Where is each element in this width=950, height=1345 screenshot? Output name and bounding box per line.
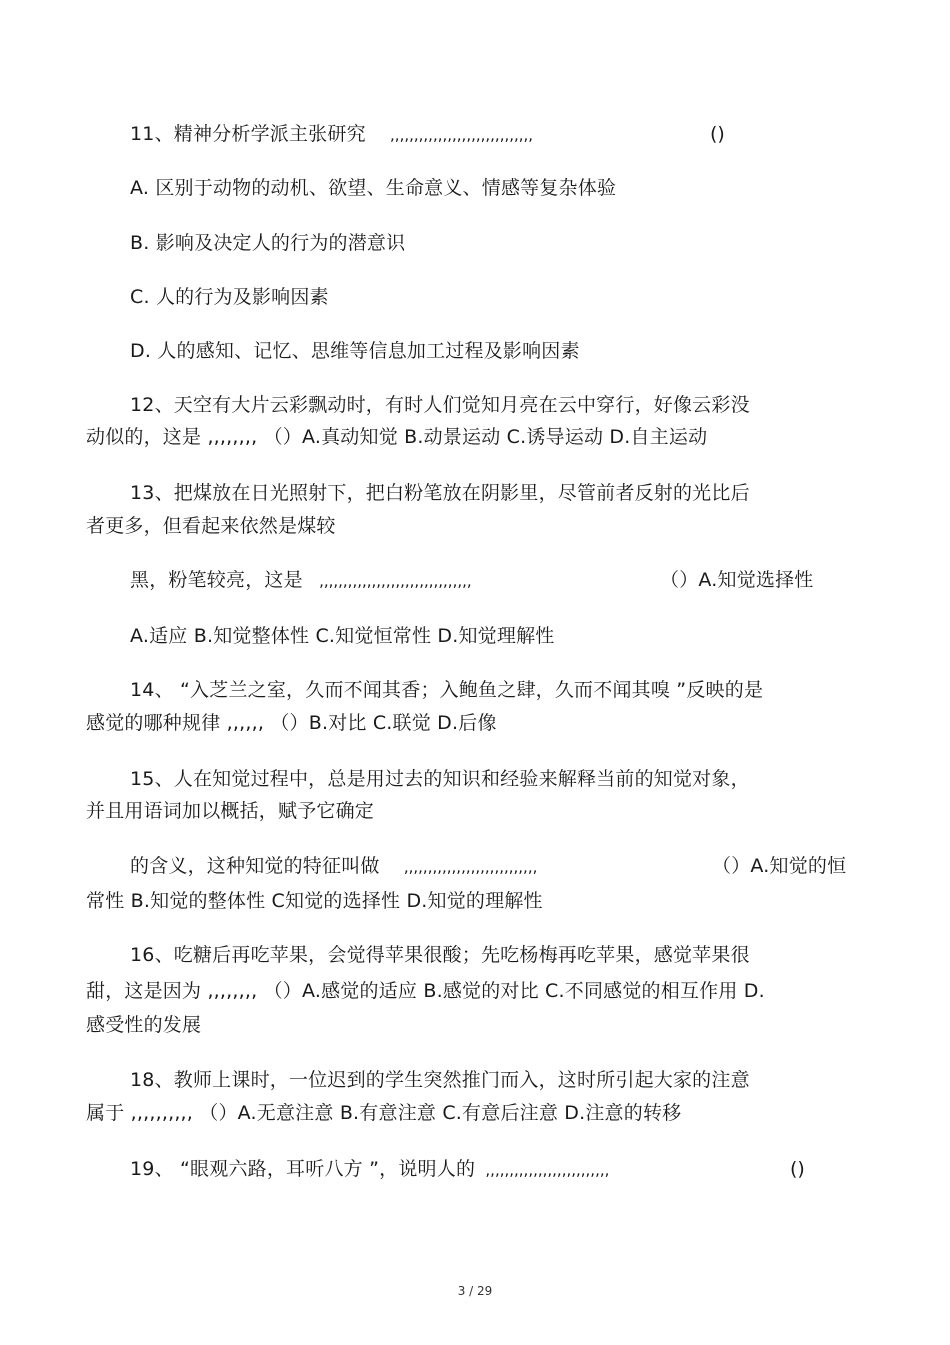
q14-line-2: 感觉的哪种规律 ,,,,,, （）B.对比 C.联觉 D.后像 [86, 712, 497, 734]
q19-stem-text: 19、 “眼观六路，耳听八方 ”，说明人的 [130, 1158, 476, 1180]
q16-line-2: 甜，这是因为 ,,,,,,,, （）A.感觉的适应 B.感觉的对比 C.不同感觉的相互作用 D. [86, 980, 765, 1002]
q15-line-1: 15、人在知觉过程中，总是用过去的知识和经验来解释当前的知觉对象， [130, 768, 750, 790]
q14-line-1: 14、 “入芝兰之室，久而不闻其香；入鲍鱼之肆，久而不闻其嗅 ”反映的是 [130, 679, 764, 701]
q13-line-3-text: 黑，粉笔较亮，这是 [130, 569, 303, 591]
q19-stem [130, 1157, 609, 1182]
q13-line-4: A.适应 B.知觉整体性 C.知觉恒常性 D.知觉理解性 [130, 625, 555, 647]
q16-line-1: 16、吃糖后再吃苹果，会觉得苹果很酸；先吃杨梅再吃苹果，感觉苹果很 [130, 944, 750, 966]
q11-dots: ,,,,,,,,,,,,,,,,,,,,,,,,,,,,,, [390, 126, 534, 144]
q11-stem-text: 11、精神分析学派主张研究 [130, 123, 366, 145]
q15-line-2: 并且用语词加以概括，赋予它确定 [86, 800, 375, 822]
q13-dots: ,,,,,,,,,,,,,,,,,,,,,,,,,,,,,,,, [319, 572, 472, 590]
q15-line-4: 常性 B.知觉的整体性 C知觉的选择性 D.知觉的理解性 [86, 890, 543, 912]
q13-line-1: 13、把煤放在日光照射下，把白粉笔放在阴影里，尽管前者反射的光比后 [130, 482, 750, 504]
q19-dots: ,,,,,,,,,,,,,,,,,,,,,,,,,, [485, 1161, 610, 1179]
q11-option-a: A. 区别于动物的动机、欲望、生命意义、情感等复杂体验 [130, 177, 617, 199]
q15-line-3-tail: （）A.知觉的恒 [712, 855, 847, 877]
q16-line-3: 感受性的发展 [86, 1014, 202, 1036]
q18-line-1: 18、教师上课时，一位迟到的学生突然推门而入，这时所引起大家的注意 [130, 1069, 750, 1091]
q11-answer-paren: () [710, 123, 725, 145]
q12-line-1: 12、天空有大片云彩飘动时，有时人们觉知月亮在云中穿行，好像云彩没 [130, 394, 750, 416]
q13-line-2: 者更多，但看起来依然是煤较 [86, 515, 336, 537]
q12-line-2: 动似的，这是 ,,,,,,,, （）A.真动知觉 B.动景运动 C.诱导运动 D.自主运动 [86, 426, 708, 448]
q19-answer-paren: () [790, 1158, 805, 1180]
q11-stem [130, 122, 533, 147]
q11-option-c: C. 人的行为及影响因素 [130, 286, 329, 308]
page-number: 3 / 29 [457, 1284, 493, 1298]
q15-dots: ,,,,,,,,,,,,,,,,,,,,,,,,,,,, [403, 858, 538, 876]
q18-line-2: 属于 ,,,,,,,,,, （）A.无意注意 B.有意注意 C.有意后注意 D.注意的转移 [86, 1102, 682, 1124]
q13-line-3-tail: （）A.知觉选择性 [660, 569, 814, 591]
q15-line-3 [130, 854, 537, 879]
q11-option-d: D. 人的感知、记忆、思维等信息加工过程及影响因素 [130, 340, 580, 362]
q11-option-b: B. 影响及决定人的行为的潜意识 [130, 232, 406, 254]
q13-line-3 [130, 568, 472, 593]
q15-line-3-text: 的含义，这种知觉的特征叫做 [130, 855, 380, 877]
